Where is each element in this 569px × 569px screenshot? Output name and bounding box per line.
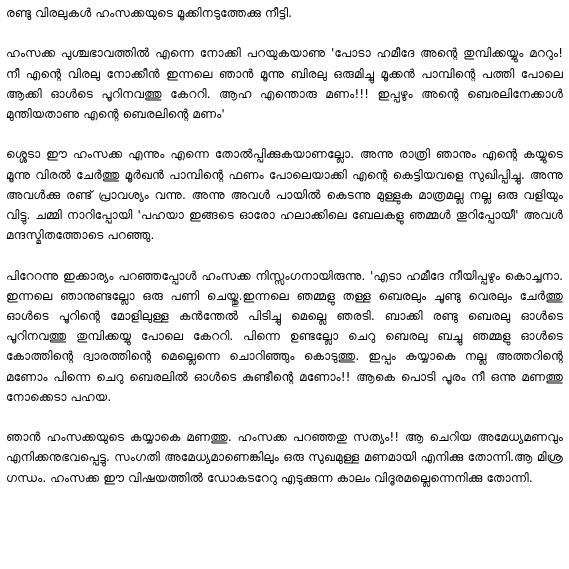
text-line: ചെറു ബെരലു ബച്ചു ഞമ്മളു ഓൾടെ കോത്തിന്റെ ദ്വാരത്തിന്റെ മെല്ലെന്നെ (6, 329, 563, 364)
text-line: ബെരലിനേക്കാൾ മുന്തിയതാണു എന്റെ ബെരലിന്റെ മണം' (6, 86, 564, 121)
text-line: ഹമീദേ നീയിപ്പഴും കൊച്ചനാ. ഇന്നലെ ഞാനുണ്ടല്ലോ ഒരു പണി (6, 268, 563, 303)
paragraph-2 (6, 43, 563, 124)
text-line: ബെരലു ഓൾടെ പൂറിനവത്തു തുമ്പിക്കയ്യു പോലെ കേററി. പിന്നെ ഉണ്ടല്ലോ (6, 309, 563, 344)
text-line: പ്രാവശ്യം വന്നു. അന്നു അവൾ പായിൽ കെടന്നു മുള്ളുക മാത്രമല്ല നല്ല ഒരു (98, 187, 518, 202)
paragraph-gap (6, 23, 563, 43)
text-line: വിഷയത്തിൽ ഡോകടറേറു എടുക്കുന്ന കാലം വിദൂരമല്ലെന്നെനിക്കു (128, 470, 483, 485)
text-line: മണത്തു നോക്കെടാ പഹയ. (6, 369, 563, 404)
paragraph-5 (6, 427, 563, 488)
text-line: തോന്നി. (486, 470, 533, 485)
text-line: പോലെയാക്കി എന്റെ കെട്ടിയവളെ സുഖിപ്പിച്ചു. അന്നു അവൾക്കു രണ്ട് (6, 167, 563, 202)
text-line: ചെറിയ അമേധ്യമണവും എനിക്കനുഭവപ്പെട്ടു. സംഗതി അമേധ്യമാണെങ്കിലും (6, 430, 564, 465)
text-line: ഹംസക്ക പുശ്ചഭാവത്തിൽ എന്നെ നോക്കി പറയുകയാണു 'പോടാ ഹമീദേ (6, 46, 415, 61)
text-line: ചെറു ബെരലിൽ ഓൾടെ കുണ്ടീന്റെ മണോം!! ആകെ പൊടി പൂരം നീ ഒന്നു (96, 369, 516, 384)
paragraph-1 (6, 3, 563, 23)
text-line: ബേലകളു ഞമ്മൾ തൂറിപ്പോയീ' അവൾ മന്ദസ്മിതത്തോടെ പറഞ്ഞു. (6, 208, 564, 243)
paragraph-gap (6, 124, 563, 144)
text-line: പിറേറന്നു ഇക്കാര്യം പറഞ്ഞപ്പോൾ ഹംസക്ക നിസ്സംഗനായിരുന്നു. 'എടാ (6, 268, 402, 283)
text-line: വളിയും വിട്ടു. ചമ്മി നാറിപ്പോയി 'പഹയാ ഇങ്ങടെ ഓരോ ഹലാക്കിലെ (6, 187, 564, 222)
text-line: പൂറിനവത്തു കേററി. ആഹ എന്തൊരു മണം!!! ഇപ്പഴും അന്റെ (101, 86, 459, 101)
text-line: അന്റെ തുമ്പിക്കയ്യും മററും! നീ എന്റെ വിരലു നോക്കീൻ ഇന്നലെ ഞാൻ (6, 46, 563, 81)
paragraph-gap (6, 245, 563, 265)
text-line: ഒരു സുഖമുള്ള മണമായി എനിക്കു തോന്നി.ആ മിശ്ര ഗന്ധം. ഹംസക്ക ഈ (6, 450, 564, 485)
paragraph-4 (6, 266, 563, 407)
text-line: ചെയ്തു.ഇന്നലെ ഞമ്മളു തള്ള ബെരലും ചൂണ്ടു വെരലും ചേർത്തു ഓൾടെ (6, 288, 564, 323)
text-line: ശ്ശെടാ ഈ ഹംസക്ക എന്നും എന്നെ തോൽപ്പിക്കുകയാണല്ലോ. അന്നു രാത്രി (6, 147, 430, 162)
text-line: രണ്ടു വിരലുകൾ ഹംസക്കയുടെ മൂക്കിനടുത്തേക്കു നീട്ടി. (6, 6, 293, 20)
text-line: ഞാൻ ഹംസക്കയുടെ കയ്യാകെ മണത്തു. ഹംസക്ക പറഞ്ഞതു സത്യം!! ആ (6, 430, 424, 445)
text-line: ചൊറിഞ്ഞും കൊടുത്തു. ഇപ്പം കയ്യാകെ നല്ല അത്തറിന്റെ മണോം പിന്നെ (6, 349, 563, 384)
text-line: പൂറിന്റെ മോളിലുള്ള കൻന്തേൽ പിടിച്ചു മെല്ലെ ഞരടി. ബാക്കി രണ്ടു (58, 309, 458, 323)
paragraph-3 (6, 144, 563, 245)
text-line: മൂന്നു ബിരലു ഒരുമിച്ചു മൂക്കൻ പാമ്പിന്റെ പത്തി പോലെ ആക്കി ഓൾടെ (6, 66, 563, 101)
text-line: ഞാനും എന്റെ കയ്യുടെ മൂന്നു വിരൽ ചേർത്തു മൂർഖൻ പാമ്പിന്റെ ഫണം (6, 147, 563, 182)
paragraph-gap (6, 407, 563, 427)
